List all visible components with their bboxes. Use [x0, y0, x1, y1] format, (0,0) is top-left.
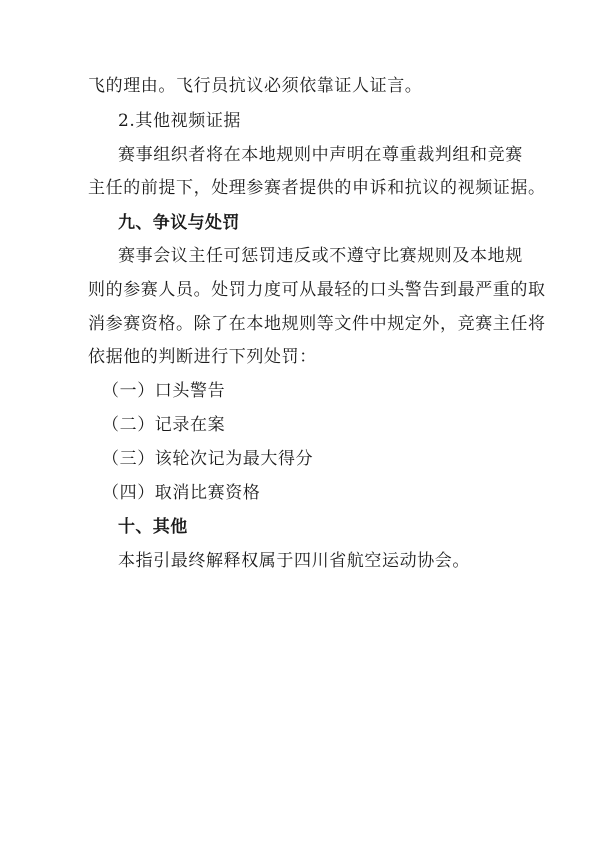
list-item: （二）记录在案 — [102, 415, 226, 435]
list-item: （一）口头警告 — [102, 381, 226, 401]
body-text-line: 赛事组织者将在本地规则中声明在尊重裁判组和竞赛 — [118, 145, 523, 165]
body-text-line: 消参赛资格。除了在本地规则等文件中规定外，竞赛主任将 — [88, 314, 546, 334]
body-text-line: 则的参赛人员。处罚力度可从最轻的口头警告到最严重的取 — [88, 280, 546, 300]
list-item: （三）该轮次记为最大得分 — [102, 449, 314, 469]
section-heading: 十、其他 — [118, 517, 188, 537]
list-item: （四）取消比赛资格 — [102, 483, 261, 503]
subsection-title: 2.其他视频证据 — [118, 111, 242, 131]
body-text-line: 赛事会议主任可惩罚违反或不遵守比赛规则及本地规 — [118, 246, 523, 266]
body-text-line: 主任的前提下，处理参赛者提供的申诉和抗议的视频证据。 — [88, 178, 546, 198]
body-text-line: 本指引最终解释权属于四川省航空运动协会。 — [118, 551, 470, 571]
body-text-line: 依据他的判断进行下列处罚： — [88, 347, 317, 367]
section-heading: 九、争议与处罚 — [118, 213, 240, 233]
body-text-line: 飞的理由。飞行员抗议必须依靠证人证言。 — [88, 76, 423, 96]
